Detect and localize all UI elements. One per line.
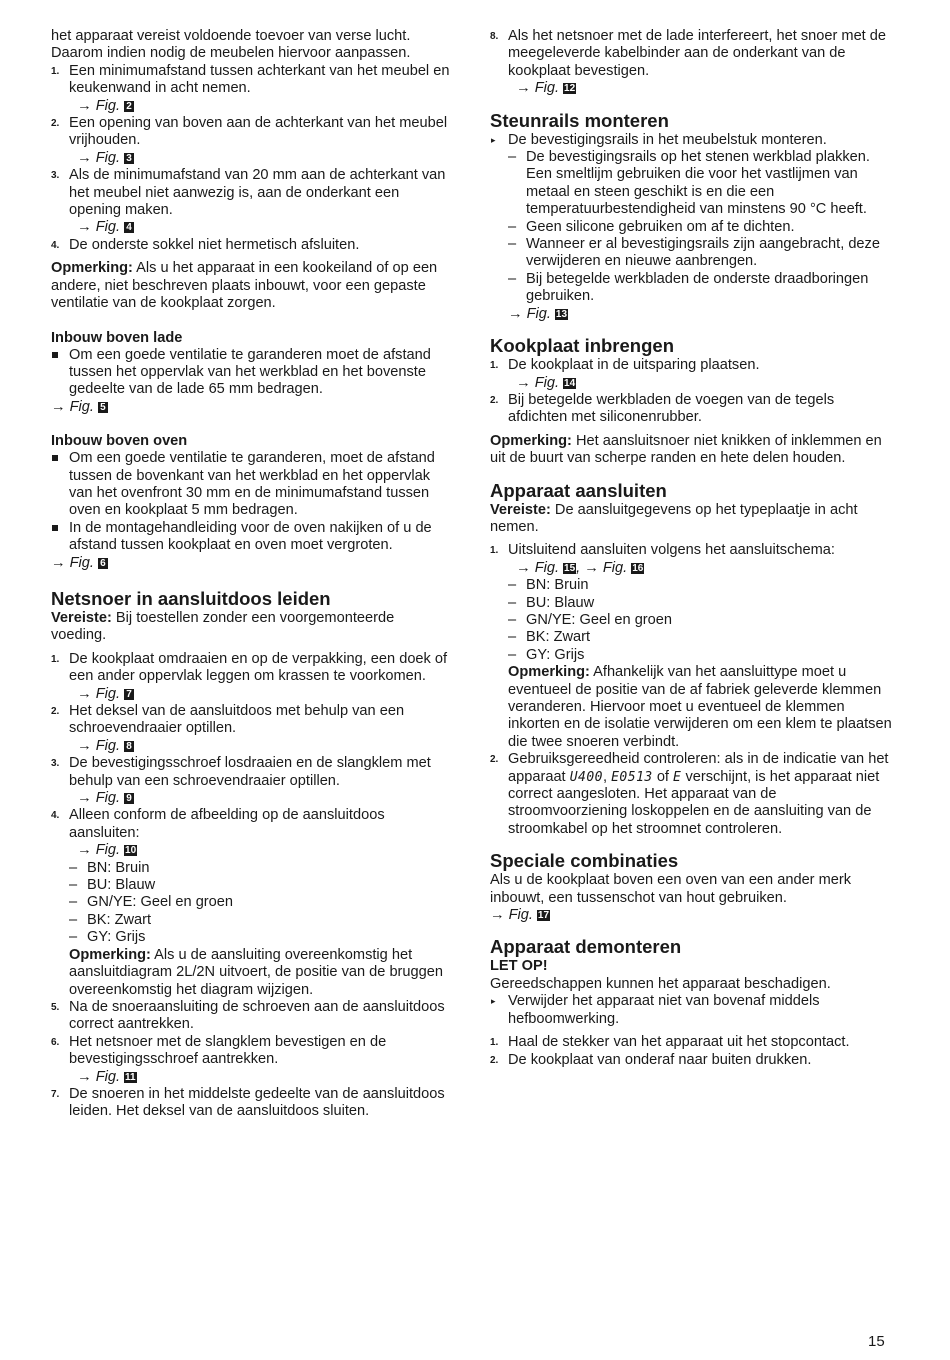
note-paragraph — [51, 260, 451, 312]
note-paragraph — [69, 947, 451, 999]
figure-number-badge: 9 — [124, 793, 134, 804]
body-text: Als u de kookplaat boven een oven van een ander merk inbouwt, een tussenschot van hout gebruiken. — [490, 872, 852, 906]
list-item — [490, 28, 894, 98]
section-title-netsnoer: Netsnoer in aansluitdoos leiden — [51, 587, 331, 609]
figure-number-badge: 13 — [555, 308, 568, 320]
wire-color-item: – BU: Blauw — [508, 595, 894, 612]
left-column — [51, 28, 451, 1121]
list-item — [51, 115, 451, 167]
step-text: De snoeren in het middelste gedeelte van de aansluitdoos leiden. Het deksel van de aansluitdoos sluiten. — [69, 1085, 445, 1120]
wire-color-item: – GN/YE: Geel en groen — [69, 894, 451, 911]
list-item — [51, 651, 451, 703]
step-text: Een minimumafstand tussen achterkant van het meubel en keukenwand in acht nemen. — [69, 62, 450, 97]
figure-reference: → Fig. 15, → Fig. 16 — [516, 559, 644, 576]
figure-number-badge: 8 — [124, 741, 134, 752]
step-text: De kookplaat omdraaien en op de verpakking, een doek of een ander oppervlak leggen om krassen te voorkomen. — [69, 650, 448, 685]
figure-reference: → Fig. 3 — [69, 150, 451, 167]
section-title-apparaat-aansluiten: Apparaat aansluiten — [490, 479, 667, 501]
dash-item: – Bij betegelde werkbladen de onderste draadboringen gebruiken. — [508, 271, 894, 306]
step-number: 2. — [51, 118, 60, 130]
figure-number-badge: 11 — [125, 1071, 136, 1083]
list-item — [490, 751, 894, 838]
list-item — [490, 1034, 894, 1051]
figure-number-badge: 17 — [537, 910, 550, 922]
wire-color-item: – BK: Zwart — [508, 629, 894, 646]
note-text: Als u het apparaat in een kookeiland of op een andere, niet beschreven plaats inbouwt, voor een gepaste ventilatie van de kookplaat zorgen. — [51, 260, 438, 312]
triangle-bullet-icon: ▸ — [491, 996, 496, 1007]
step-text: Uitsluitend aansluiten volgens het aansluitschema: — [508, 542, 835, 559]
list-item — [51, 999, 451, 1034]
step-number: 4. — [51, 239, 60, 251]
bullet-item — [51, 520, 451, 555]
step-text: De kookplaat in de uitsparing plaatsen. — [508, 357, 760, 374]
bullet-item — [51, 347, 451, 399]
step-text: Als de minimumafstand van 20 mm aan de achterkant van het meubel niet aanwezig is, aan de onderkant een opening maken. — [69, 167, 446, 219]
step-number: 1. — [490, 360, 499, 372]
step-text: Een opening van boven aan de achterkant van het meubel vrijhouden. — [69, 115, 448, 149]
note-text: Afhankelijk van het aansluittype moet u eventueel de positie van de af fabriek geleverde klemmen veranderen. Hiervoor moet u eventueel de klemmen inkorten en de isolatie verwijderen om een klem te plaatsen die twee snoeren verbindt. — [508, 664, 892, 750]
square-bullet-icon — [52, 525, 58, 531]
requirement-paragraph — [490, 502, 894, 537]
action-text: De bevestigingsrails in het meubelstuk monteren. — [508, 131, 827, 148]
step-number: 1. — [490, 545, 499, 557]
bullet-item — [51, 450, 451, 520]
list-item — [51, 807, 451, 998]
step-number: 2. — [51, 706, 60, 717]
step-number: 2. — [490, 754, 499, 766]
figure-reference: → Fig. 7 — [69, 686, 451, 703]
step-number: 1. — [51, 653, 60, 665]
requirement-label: Vereiste: — [490, 501, 551, 518]
wire-color-item: – BK: Zwart — [69, 912, 451, 929]
list-item — [51, 1034, 451, 1086]
note-label: Opmerking: — [69, 946, 151, 963]
requirement-paragraph — [51, 610, 451, 645]
figure-reference: → Fig. 11 — [77, 1068, 136, 1085]
bullet-text: In de montagehandleiding voor de oven nakijken of u de afstand tussen kookplaat en oven moet vergroten. — [69, 519, 432, 554]
step-number: 8. — [490, 31, 499, 42]
note-text: Het aansluitsnoer niet knikken of inklemmen en uit de buurt van scherpe randen en hete delen houden. — [490, 432, 882, 467]
step-number: 5. — [51, 1001, 60, 1013]
figure-number-badge: 14 — [564, 377, 576, 389]
dash-item: – Geen silicone gebruiken om af te dichten. — [508, 219, 894, 236]
note-label: Opmerking: — [508, 664, 590, 681]
step-text: Als het netsnoer met de lade interfereert, het snoer met de meegeleverde kabelbinder aan de onderkant van de kookplaat bevestigen. — [508, 28, 887, 79]
step-text: Na de snoeraansluiting de schroeven aan de aansluitdoos correct aantrekken. — [69, 998, 445, 1033]
figure-number-badge: 5 — [98, 402, 108, 413]
step-number: 7. — [51, 1088, 60, 1100]
note-paragraph — [490, 433, 894, 468]
action-item — [490, 993, 894, 1028]
subheading-inbouw-boven-oven: Inbouw boven oven — [51, 433, 188, 450]
display-code: U400 — [569, 769, 603, 785]
figure-number-badge: 7 — [124, 689, 134, 700]
step-text: Alleen conform de afbeelding op de aansluitdoos aansluiten: — [69, 807, 385, 841]
bullet-text: Om een goede ventilatie te garanderen, moet de afstand tussen de bovenkant van het werkblad en het oppervlak van het ovenfront 30 mm en de minimumafstand tussen oven en kookplaat 5 mm bedragen. — [69, 450, 435, 519]
figure-number-badge: 16 — [632, 562, 644, 574]
section-title-speciale-combinaties: Speciale combinaties — [490, 850, 679, 872]
figure-reference: → Fig. 10 — [77, 842, 137, 859]
note-paragraph — [508, 664, 894, 751]
action-item — [490, 132, 894, 149]
figure-reference: → Fig. 17 — [490, 907, 550, 924]
list-item — [51, 1086, 451, 1121]
step-number: 3. — [51, 170, 60, 182]
triangle-bullet-icon: ▸ — [491, 134, 496, 145]
section-title-kookplaat-inbrengen: Kookplaat inbrengen — [490, 335, 674, 357]
dash-list — [490, 149, 894, 323]
warning-text: Gereedschappen kunnen het apparaat beschadigen. — [490, 975, 831, 992]
figure-number-badge: 4 — [124, 222, 134, 233]
figure-reference: → Fig. 13 — [508, 305, 568, 322]
action-text: Verwijder het apparaat niet van bovenaf middels hefboomwerking. — [508, 993, 820, 1027]
step-text: Haal de stekker van het apparaat uit het stopcontact. — [508, 1034, 850, 1051]
note-label: Opmerking: — [490, 432, 572, 449]
figure-reference: → Fig. 2 — [69, 98, 451, 115]
step-text: Gebruiksgereedheid controleren: als in de indicatie van het apparaat U400, E0513 of E verschijnt, is het apparaat niet correct aangesloten. Het apparaat van de stroomvoorziening loskoppelen en de aansluiting van de stroomkabel op het stroomnet controleren. — [508, 751, 889, 837]
section-title-steunrails: Steunrails monteren — [490, 109, 669, 131]
figure-reference: → Fig. 9 — [69, 790, 451, 807]
square-bullet-icon — [52, 455, 58, 461]
requirement-label: Vereiste: — [51, 609, 112, 626]
list-item — [490, 542, 894, 751]
wire-color-item: – GY: Grijs — [508, 647, 894, 664]
step-number: 2. — [490, 394, 499, 406]
figure-number-badge: 15 — [564, 562, 576, 574]
warning-label: LET OP! — [490, 958, 548, 975]
dash-item: – Wanneer er al bevestigingsrails zijn aangebracht, deze verwijderen en nieuwe aanbrengen. — [508, 236, 894, 271]
requirement-text: Bij toestellen zonder een voorgemonteerde voeding. — [51, 609, 395, 644]
figure-reference: → Fig. 4 — [69, 219, 451, 236]
note-text: Als u de aansluiting overeenkomstig het aansluitdiagram 2L/2N uitvoert, de positie van de bruggen overeenkomstig het diagram wijzigen. — [69, 946, 444, 998]
step-text: Bij betegelde werkbladen de voegen van de tegels afdichten met siliconenrubber. — [508, 391, 835, 426]
list-item — [51, 63, 451, 115]
list-item — [51, 703, 451, 755]
step-number: 6. — [51, 1036, 60, 1048]
requirement-text: De aansluitgegevens op het typeplaatje in acht nemen. — [490, 501, 858, 535]
step-text: Het netsnoer met de slangklem bevestigen en de bevestigingsschroef aantrekken. — [69, 1033, 387, 1068]
figure-reference: → Fig. 6 — [51, 555, 451, 572]
note-label: Opmerking: — [51, 260, 133, 277]
subheading-inbouw-boven-lade: Inbouw boven lade — [51, 329, 183, 346]
bullet-text: Om een goede ventilatie te garanderen moet de afstand tussen het oppervlak van het werkblad en het bovenste gedeelte van de lade 65 mm bedragen. — [69, 346, 431, 398]
list-item — [51, 237, 451, 254]
step-number: 1. — [51, 65, 60, 77]
figure-reference: → Fig. 12 — [516, 80, 576, 97]
step-number: 4. — [51, 810, 60, 822]
wire-color-item: – BN: Bruin — [69, 860, 451, 877]
page-number: 15 — [868, 1333, 885, 1350]
list-item — [490, 392, 894, 427]
wire-color-item: – BN: Bruin — [508, 577, 894, 594]
figure-number-badge: 6 — [98, 558, 108, 569]
step-number: 1. — [490, 1037, 499, 1049]
display-code: E0513 — [611, 769, 653, 785]
dash-item: – De bevestigingsrails op het stenen werkblad plakken. Een smeltlijm gebruiken die voor het vastlijmen van metaal en steen geschikt is en die een temperatuurbestendigheid van minstens 90 °C heeft. — [508, 149, 894, 219]
step-text: De bevestigingsschroef losdraaien en de slangklem met behulp van een schroevendraaier optillen. — [69, 755, 431, 789]
figure-number-badge: 12 — [564, 83, 576, 95]
figure-number-badge: 10 — [125, 845, 137, 857]
wire-color-item: – GY: Grijs — [69, 929, 451, 946]
list-item — [51, 167, 451, 237]
figure-number-badge: 3 — [124, 153, 134, 164]
wire-color-item: – BU: Blauw — [69, 877, 451, 894]
list-item — [490, 1052, 894, 1069]
figure-number-badge: 2 — [124, 101, 134, 112]
right-column — [490, 28, 894, 1069]
step-number: 3. — [51, 758, 60, 770]
step-number: 2. — [490, 1054, 499, 1066]
list-item — [51, 755, 451, 807]
wire-color-item: – GN/YE: Geel en groen — [508, 612, 894, 629]
section-title-apparaat-demonteren: Apparaat demonteren — [490, 936, 682, 958]
square-bullet-icon — [52, 352, 58, 358]
figure-reference: → Fig. 8 — [69, 738, 451, 755]
figure-reference: → Fig. 5 — [51, 399, 451, 416]
step-text: De kookplaat van onderaf naar buiten drukken. — [508, 1051, 812, 1068]
step-text: De onderste sokkel niet hermetisch afsluiten. — [69, 236, 360, 253]
step-text: Het deksel van de aansluitdoos met behulp van een schroevendraaier optillen. — [69, 703, 405, 737]
figure-reference: → Fig. 14 — [516, 374, 576, 391]
list-item — [490, 357, 894, 392]
display-code: E — [673, 769, 682, 785]
intro-text: het apparaat vereist voldoende toevoer van verse lucht. Daarom indien nodig de meubelen hiervoor aanpassen. — [51, 28, 411, 62]
